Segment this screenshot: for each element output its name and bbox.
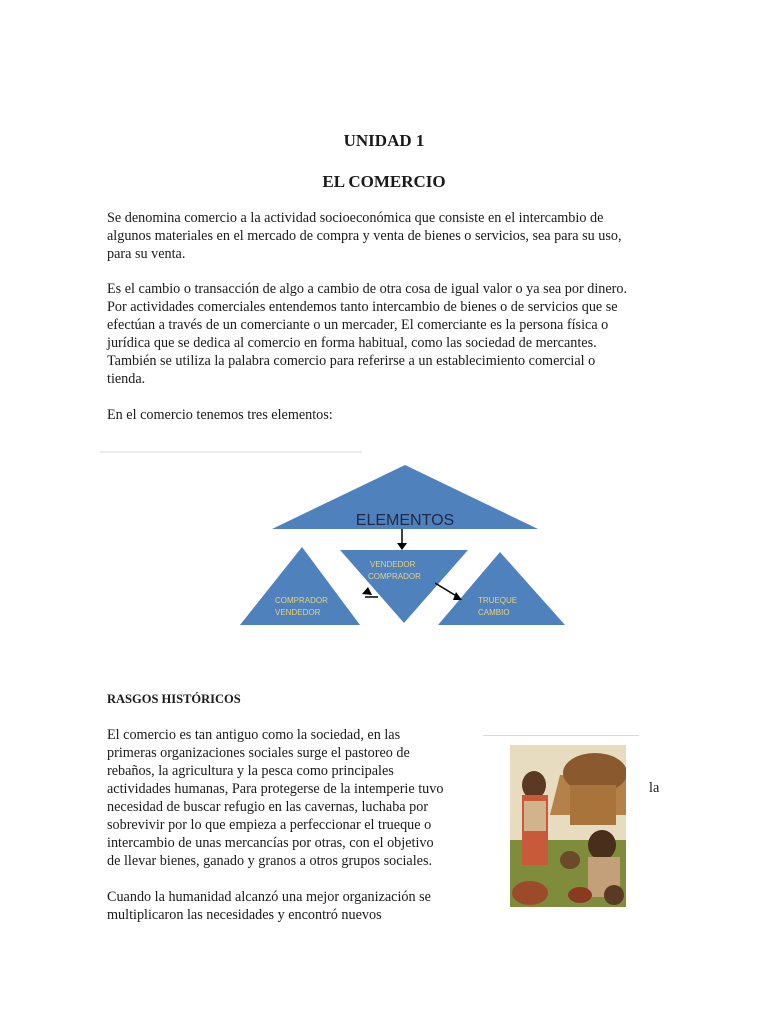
history-heading: RASGOS HISTÓRICOS [107,692,241,706]
text-line: intercambio de unas mercancías por otras, con el objetivo [107,835,434,851]
text-line: Es el cambio o transacción de algo a cambio de otra cosa de igual valor o ya sea por dinero. [107,281,628,297]
history-paragraph [107,726,457,870]
text-line: actividades humanas, Para protegerse de la intemperie tuvo [107,781,444,797]
center-label-2: COMPRADOR [368,572,421,581]
center-label-1: VENDEDOR [370,560,416,569]
text-line: El comercio es tan antiguo como la sociedad, en las [107,727,401,743]
left-arrow-icon [362,587,372,595]
elements-diagram [230,455,580,635]
historical-illustration [510,745,626,907]
text-line: para su venta. [107,246,186,262]
divider [100,451,362,453]
diagram-title: ELEMENTOS [355,512,455,529]
right-label-2: CAMBIO [478,608,510,617]
left-label-2: VENDEDOR [275,608,321,617]
right-arrow-icon [453,592,462,600]
right-arrow-line [435,583,458,597]
text-line: tienda. [107,371,146,387]
text-line: algunos materiales en el mercado de compra y venta de bienes o servicios, sea para su uso, [107,228,622,244]
text-line: jurídica que se dedica al comercio en forma habitual, como las sociedad de mercantes. [107,335,597,351]
text-line: sobrevivir por lo que empieza a perfeccionar el trueque o [107,817,432,833]
definition-paragraph [107,280,667,388]
text-line: También se utiliza la palabra comercio para referirse a un establecimiento comercial o [107,353,596,369]
text-line: primeras organizaciones sociales surge el pastoreo de [107,745,410,761]
image-divider [483,735,639,736]
text-line: Se denomina comercio a la actividad socioeconómica que consiste en el intercambio de [107,210,604,226]
page-title: EL COMERCIO [322,172,446,191]
text-line: necesidad de buscar refugio en las cavernas, luchaba por [107,799,429,815]
text-line: Por actividades comerciales entendemos tanto intercambio de bienes o de servicios que se [107,299,618,315]
trailing-word: la [649,780,660,796]
text-line: de llevar bienes, ganado y granos a otros grupos sociales. [107,853,433,869]
text-line: rebaños, la agricultura y la pesca como principales [107,763,394,779]
text-line: multiplicaron las necesidades y encontró nuevos [107,907,382,923]
text-line: Cuando la humanidad alcanzó una mejor organización se [107,889,431,905]
elements-intro: En el comercio tenemos tres elementos: [107,407,333,423]
right-label-1: TRUEQUE [478,596,518,605]
arrow-head-icon [397,543,407,550]
left-label-1: COMPRADOR [275,596,328,605]
text-line: efectúan a través de un comerciante o un mercader, El comerciante es la persona física o [107,317,609,333]
unit-title: UNIDAD 1 [343,131,425,150]
intro-paragraph [107,209,667,263]
history-paragraph-2 [107,888,457,924]
